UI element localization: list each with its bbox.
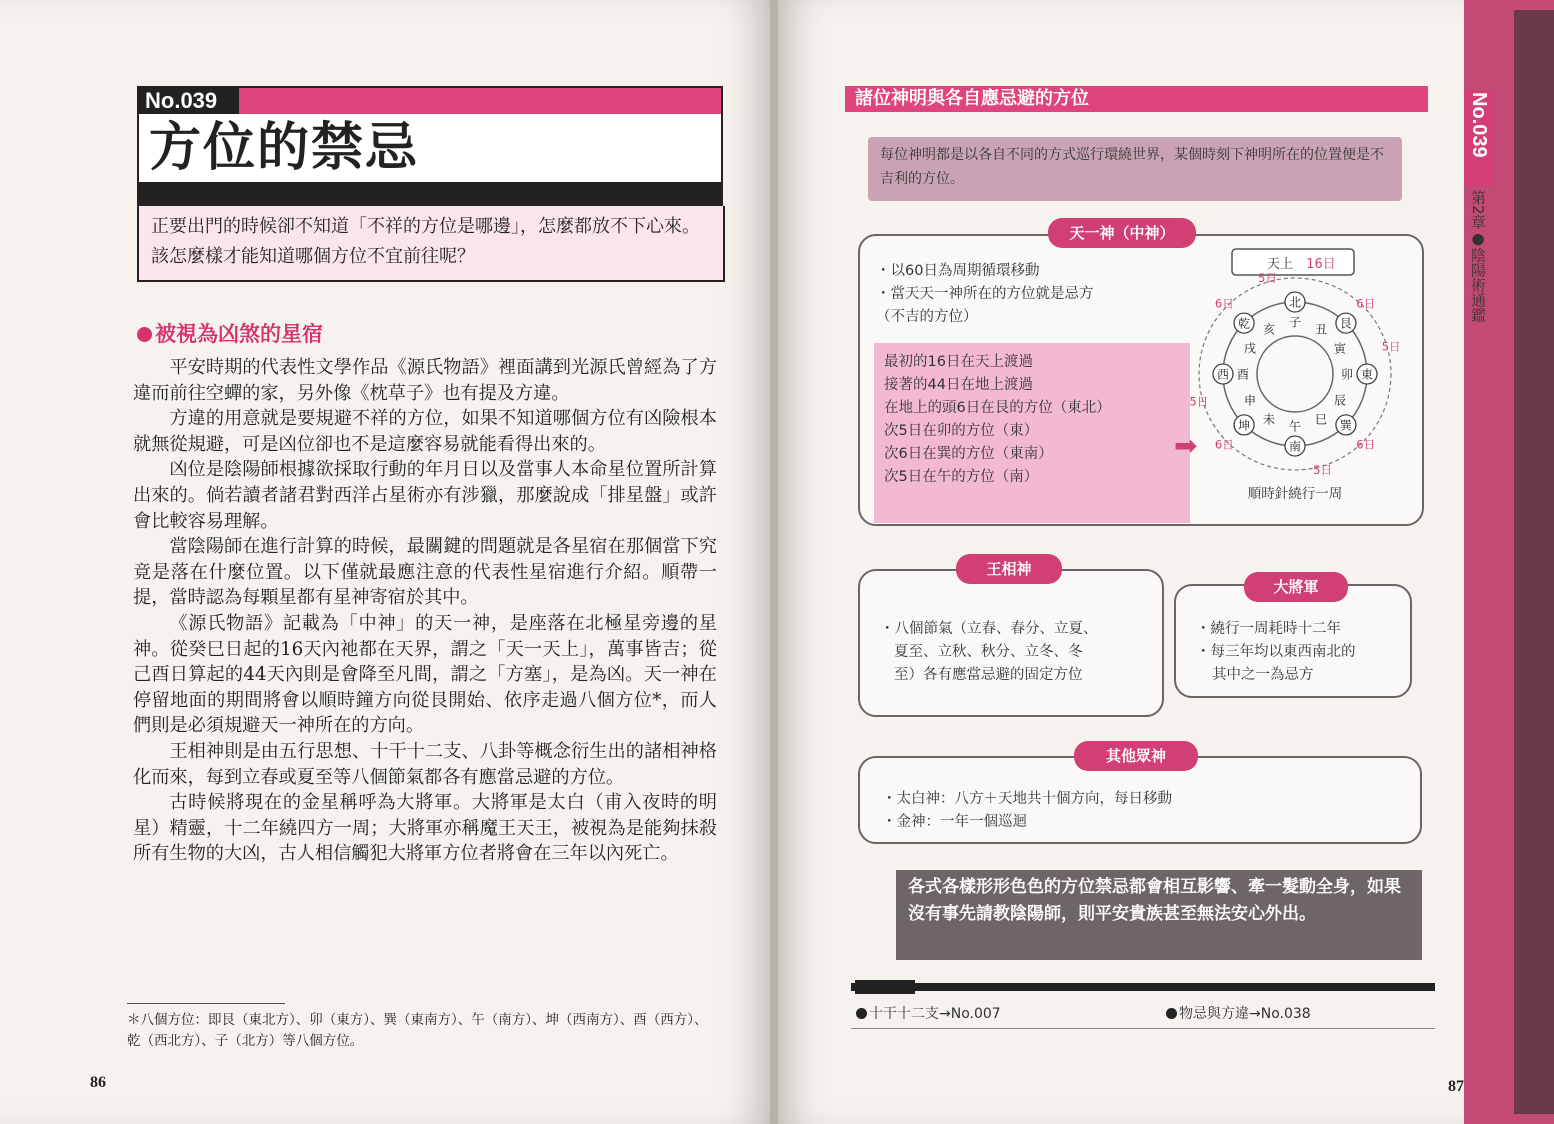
direction-days: 5日: [1189, 394, 1209, 409]
direction-days: 5日: [1381, 339, 1401, 354]
paragraph: 方違的用意就是要規避不祥的方位，如果不知道哪個方位有凶險根本就無從規避，可是凶位卻也不是這麼容易就能看得出來的。: [133, 408, 717, 455]
ousou-bullets: ・八個節氣（立春、春分、立夏、 夏至、立秋、秋分、立冬、冬 至）各有應當忌避的固定方位: [880, 621, 1098, 683]
branch-label: 子: [1288, 315, 1302, 330]
paragraph: 《源氏物語》記載為「中神」的天一神，是座落在北極星旁邊的星神。從癸巳日起的16天內祂都在天界，謂之「天一天上」，萬事皆吉；從己酉日算起的44天內則是會降至凡間，謂之「方塞」，是為凶。天一神在停留地面的期間將會以順時鐘方向從艮開始、依序走過八個方位*，而人們則是必須規避天一神所在的方向。: [133, 612, 717, 737]
direction-label: 艮: [1339, 316, 1352, 331]
lead-question: 正要出門的時候卻不知道「不祥的方位是哪邊」，怎麼都放不下心來。該怎麼樣才能知道哪個方位不宜前往呢？: [137, 206, 725, 282]
page-number-right: 87: [1448, 1078, 1464, 1095]
direction-label: 西: [1216, 367, 1230, 382]
direction-label: 南: [1288, 439, 1302, 454]
branch-label: 亥: [1262, 322, 1276, 337]
direction-label: 坤: [1238, 418, 1251, 433]
direction-days: 6日: [1356, 437, 1376, 452]
branch-label: 丑: [1314, 322, 1328, 337]
diagram-caption: 順時針繞行一周: [1247, 486, 1343, 502]
entry-number: No.039: [139, 88, 239, 114]
footnote: ＊八個方位：即艮（東北方）、卯（東方）、巽（東南方）、午（南方）、坤（西南方）、酉（西方）、乾（西北方）、子（北方）等八個方位。: [127, 1012, 708, 1049]
others-bullets: ・太白神：八方＋天地共十個方向，每日移動 ・金神：一年一個巡迴: [882, 791, 1172, 830]
tenichi-bullets: ・以60日為周期循環移動 ・當天天一神所在的方位就是忌方 （不吉的方位）: [876, 263, 1094, 325]
svg-text:天上: 天上: [1266, 257, 1294, 272]
direction-days: 6日: [1356, 296, 1376, 311]
tenichi-label: 天一神（中神）: [1048, 218, 1196, 248]
related-link-item[interactable]: 物忌與方違→No.038: [1166, 1003, 1311, 1023]
direction-wheel: [1176, 244, 1406, 512]
branch-label: 申: [1243, 393, 1256, 408]
body-text: [133, 355, 717, 867]
branch-label: 戌: [1243, 341, 1256, 356]
related-link-item[interactable]: 十干十二支→No.007: [856, 1003, 1001, 1023]
arrow-right-icon: ➡: [1174, 429, 1198, 462]
page-number-left: 86: [90, 1074, 106, 1091]
paragraph: 凶位是陰陽師根據欲採取行動的年月日以及當事人本命星位置所計算出來的。倘若讀者諸君對西洋占星術亦有涉獵，那麼說成「排星盤」或許會比較容易理解。: [133, 459, 717, 532]
others-label: 其他眾神: [1074, 741, 1198, 771]
book-gutter: [770, 0, 778, 1124]
branch-label: 巳: [1314, 412, 1328, 427]
svg-text:16日: 16日: [1306, 257, 1336, 272]
bullet-dot-icon: [137, 327, 152, 342]
branch-label: 未: [1262, 412, 1276, 427]
related-bar: [851, 983, 1435, 991]
direction-days: 6日: [1214, 437, 1234, 452]
page-title: 方位的禁忌: [149, 118, 420, 178]
summary-box: 各式各樣形形色色的方位禁忌都會相互影響、牽一髮動全身，如果沒有事先請教陰陽師，則平安貴族甚至無法安心外出。: [896, 870, 1422, 960]
direction-label: 北: [1288, 295, 1302, 310]
paragraph: 王相神則是由五行思想、十干十二支、八卦等概念衍生出的諸相神格化而來，每到立春或夏至等八個節氣都各有應當忌避的方位。: [133, 740, 717, 788]
chapter-label: 第2章●陰陽術通鑑: [1469, 190, 1487, 323]
branch-label: 辰: [1334, 393, 1347, 408]
left-page: [0, 0, 770, 1124]
direction-days: 6日: [1214, 296, 1234, 311]
related-rule: [851, 1028, 1435, 1029]
diagram-header: 諸位神明與各自應忌避的方位: [845, 86, 1428, 112]
taishogun-bullets: ・繞行一周耗時十二年 ・每三年均以東西南北的 其中之一為忌方: [1196, 621, 1356, 683]
paragraph: 古時候將現在的金星稱呼為大將軍。大將軍是太白（甫入夜時的明星）精靈，十二年繞四方一周；大將軍亦稱魔王天王，被視為是能夠抹殺所有生物的大凶，古人相信觸犯大將軍方位者將會在三年以內死亡。: [133, 792, 717, 865]
direction-label: 東: [1360, 367, 1374, 382]
branch-label: 午: [1288, 419, 1302, 434]
paragraph: 當陰陽師在進行計算的時候，最關鍵的問題就是各星宿在那個當下究竟是落在什麼位置。以下僅就最應注意的代表性星宿進行介紹。順帶一提，當時認為每顆星都有星神寄宿於其中。: [133, 536, 717, 609]
direction-days: 5日: [1258, 270, 1277, 285]
paragraph: 平安時期的代表性文學作品《源氏物語》裡面講到光源氏曾經為了方違而前往空蟬的家，另外像《枕草子》也有提及方違。: [133, 357, 717, 404]
bullet-dot-icon: [856, 1008, 867, 1019]
ousou-label: 王相神: [956, 554, 1062, 584]
intro-box: 每位神明都是以各自不同的方式巡行環繞世界，某個時刻下神明所在的位置便是不吉利的方位。: [868, 137, 1402, 201]
direction-days: 5日: [1313, 463, 1332, 478]
direction-label: 巽: [1339, 418, 1352, 433]
bullet-dot-icon: [1166, 1008, 1177, 1019]
title-block: [137, 86, 723, 208]
chapter-tab: No.039: [1464, 90, 1494, 186]
direction-label: 乾: [1238, 316, 1251, 331]
right-page: [778, 0, 1464, 1124]
taishogun-label: 大將軍: [1244, 572, 1348, 602]
branch-label: 酉: [1236, 367, 1250, 382]
branch-label: 卯: [1340, 367, 1354, 382]
section-heading: 被視為凶煞的星宿: [137, 318, 323, 348]
footnote-rule: [127, 1003, 285, 1004]
branch-label: 寅: [1334, 341, 1347, 356]
tenichi-steps: 最初的16日在天上渡過 接著的44日在地上渡過 在地上的頭6日在艮的方位（東北） 次5日在卯的方位（東） 次6日在巽的方位（東南） 次5日在午的方位（南）: [874, 343, 1190, 523]
